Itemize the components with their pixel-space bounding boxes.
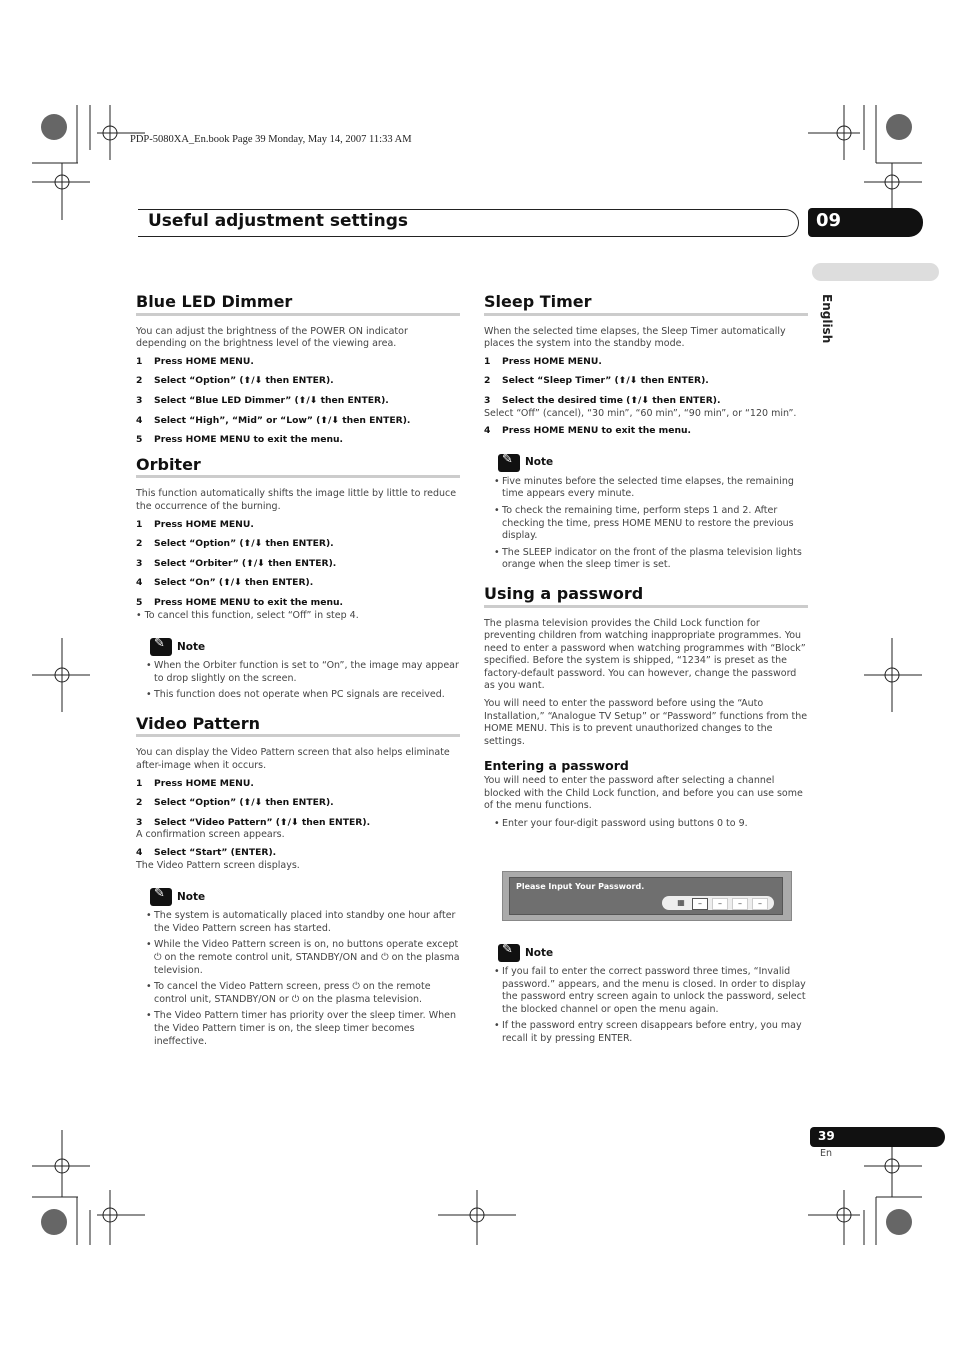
keypad-icon: ▦ [677, 898, 685, 907]
video-pattern-step: 3 Select “Video Pattern” (⬆/⬇ then ENTER). [136, 816, 371, 828]
blue-led-step: 1 Press HOME MENU. [136, 355, 254, 367]
password-notes [484, 928, 808, 1050]
section-heading-sleep-timer: Sleep Timer [484, 296, 808, 316]
sleep-note-item: • Five minutes before the selected time elapses, the remaining time appears every minute. [502, 476, 808, 501]
video-pattern-note-item: • The system is automatically placed into standby one hour after the Video Pattern screen has started. [154, 910, 460, 935]
password-note-heading: ✎ Note [498, 944, 808, 962]
note-icon [498, 944, 520, 962]
section-heading-video-pattern: Video Pattern [136, 718, 460, 738]
video-pattern-intro: You can display the Video Pattern screen that also helps eliminate after-image when it occurs. [136, 747, 450, 772]
video-pattern-step: 1 Press HOME MENU. [136, 777, 254, 789]
sleep-step3-sub: Select “Off” (cancel), “30 min”, “60 min”, “90 min”, or “120 min”. [484, 407, 797, 419]
note-icon [498, 454, 520, 472]
orbiter-note-item: • This function does not operate when PC signals are received. [154, 689, 460, 702]
chapter-number: 09 [816, 210, 842, 231]
video-pattern-step4-sub: The Video Pattern screen displays. [136, 859, 300, 871]
orbiter-step: 5 Press HOME MENU to exit the menu. [136, 596, 344, 608]
sleep-note-item: • The SLEEP indicator on the front of the plasma television lights orange when the sleep timer is set. [502, 547, 808, 572]
password-digit: – [752, 898, 768, 910]
chapter-badge [808, 208, 923, 237]
sleep-note-item: • To check the remaining time, perform steps 1 and 2. After checking the time, press HOME MENU to restore the previous display. [502, 505, 808, 543]
sleep-step: 2 Select “Sleep Timer” (⬆/⬇ then ENTER). [484, 375, 709, 387]
blue-led-step: 5 Press HOME MENU to exit the menu. [136, 434, 344, 446]
orbiter-step: 4 Select “On” (⬆/⬇ then ENTER). [136, 577, 314, 589]
password-para-2: You will need to enter the password before using the “Auto Installation,” “Analogue TV Setup” or “Password” functions from the HOME MENU. This is to prevent unauthorized changes to the settings. [484, 698, 808, 747]
sleep-step: 4 Press HOME MENU to exit the menu. [484, 425, 692, 437]
blue-led-step: 4 Select “High”, “Mid” or “Low” (⬆/⬇ then ENTER). [136, 414, 411, 426]
password-note-item: • If the password entry screen disappears before entry, you may recall it by pressing ENTER. [502, 1020, 808, 1045]
password-note-item: • If you fail to enter the correct password three times, “Invalid password.” appears, and the menu is closed. In order to display the password entry screen again to unlock the password, select the blocked channel or open the menu again. [502, 966, 808, 1016]
page-number-badge [810, 1127, 945, 1147]
page-title-bar [138, 209, 799, 237]
password-dialog [502, 871, 792, 921]
right-column [484, 292, 808, 834]
language-tab [812, 263, 939, 281]
video-pattern-note-item: • The Video Pattern timer has priority over the sleep timer. When the Video Pattern timer is on, the sleep timer becomes ineffective. [154, 1010, 460, 1048]
password-digit: – [712, 898, 728, 910]
video-pattern-step3-sub: A confirmation screen appears. [136, 829, 285, 841]
orbiter-note-item: • When the Orbiter function is set to “On”, the image may appear to drop slightly on the screen. [154, 660, 460, 685]
blue-led-intro: You can adjust the brightness of the POWER ON indicator depending on the brightness level of the viewing area. [136, 325, 408, 350]
video-pattern-note-item: • While the Video Pattern screen is on, no buttons operate except ⏻ on the remote control unit, STANDBY/ON and ⏻ on the plasma television. [154, 939, 460, 977]
note-icon [150, 888, 172, 906]
sleep-step: 1 Press HOME MENU. [484, 355, 602, 367]
left-column [136, 292, 460, 1052]
subsection-heading-entering-password: Entering a password [484, 758, 629, 774]
page-language: En [820, 1148, 833, 1159]
video-pattern-step: 4 Select “Start” (ENTER). [136, 847, 277, 859]
password-dialog-panel [509, 877, 783, 915]
section-heading-password: Using a password [484, 588, 808, 608]
blue-led-step: 2 Select “Option” (⬆/⬇ then ENTER). [136, 375, 334, 387]
sleep-intro: When the selected time elapses, the Sleep Timer automatically places the system into the standby mode. [484, 325, 786, 350]
orbiter-cancel-note: • To cancel this function, select “Off” in step 4. [136, 609, 359, 621]
sleep-step: 3 Select the desired time (⬆/⬇ then ENTER). [484, 394, 721, 406]
section-heading-blue-led: Blue LED Dimmer [136, 296, 460, 316]
file-meta: PDP-5080XA_En.book Page 39 Monday, May 14, 2007 11:33 AM [130, 134, 412, 145]
orbiter-step: 2 Select “Option” (⬆/⬇ then ENTER). [136, 538, 334, 550]
section-heading-orbiter: Orbiter [136, 459, 460, 479]
password-dialog-prompt: Please Input Your Password. [516, 882, 645, 891]
orbiter-intro: This function automatically shifts the image little by little to reduce the occurrence of the burning. [136, 488, 457, 512]
sleep-note-heading: ✎ Note [498, 454, 808, 472]
orbiter-step: 1 Press HOME MENU. [136, 518, 254, 530]
password-para-3: You will need to enter the password after selecting a channel blocked with the Child Lock function, and before you can use some of the menu functions. [484, 775, 803, 812]
orbiter-step: 3 Select “Orbiter” (⬆/⬇ then ENTER). [136, 557, 337, 569]
video-pattern-note-heading: ✎ Note [150, 888, 460, 906]
password-input[interactable] [662, 896, 774, 910]
password-digit: – [692, 898, 708, 910]
page-number: 39 [818, 1129, 835, 1143]
language-label: English [820, 294, 834, 344]
orbiter-note-heading: ✎ Note [150, 638, 460, 656]
password-digit: – [732, 898, 748, 910]
video-pattern-note-item: • To cancel the Video Pattern screen, press ⏻ on the remote control unit, STANDBY/ON or ⏻ on the plasma television. [154, 981, 460, 1006]
note-icon [150, 638, 172, 656]
password-para-1: The plasma television provides the Child Lock function for preventing children from watching inappropriate programmes. You need to enter a password when watching programmes with “Block” specified. Before the system is shipped, “1234” is preset as the factory-default password. You can however, change the password as you want. [484, 617, 806, 692]
video-pattern-step: 2 Select “Option” (⬆/⬇ then ENTER). [136, 797, 334, 809]
password-entry-bullet: • Enter your four-digit password using buttons 0 to 9. [502, 818, 808, 831]
blue-led-step: 3 Select “Blue LED Dimmer” (⬆/⬇ then ENTER). [136, 394, 389, 406]
page-title: Useful adjustment settings [148, 211, 409, 231]
